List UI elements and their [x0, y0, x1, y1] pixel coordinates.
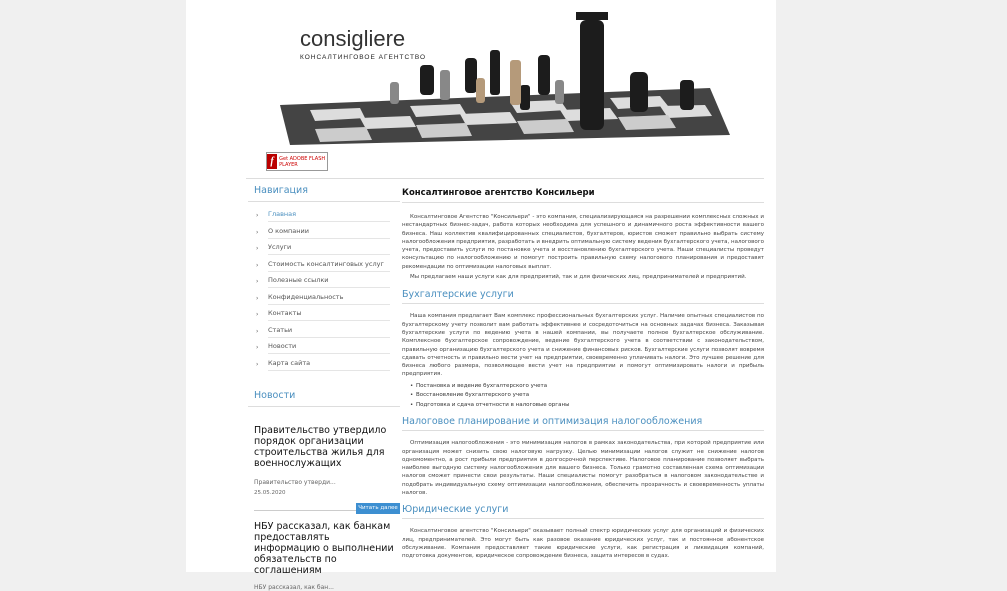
header — [186, 0, 776, 178]
nav-item[interactable] — [248, 291, 400, 308]
chevron-right-icon: › — [256, 360, 259, 368]
news-snippet: НБУ рассказал, как бан... — [254, 584, 334, 591]
section-divider — [402, 518, 764, 519]
section-heading-accounting: Бухгалтерские услуги — [402, 289, 514, 301]
section-divider — [402, 303, 764, 304]
nav-item-divider — [268, 221, 390, 222]
logo-tagline: КОНСАЛТИНГОВОЕ АГЕНТСТВО — [300, 54, 427, 61]
nav-item[interactable] — [248, 324, 400, 341]
section-heading-legal: Юридические услуги — [402, 504, 509, 516]
news-date: 25.05.2020 — [254, 490, 286, 496]
navigation-menu — [248, 208, 400, 373]
nav-item[interactable] — [248, 274, 400, 291]
nav-item-label: Контакты — [268, 309, 302, 317]
section-heading-tax: Налоговое планирование и оптимизация налогообложения — [402, 416, 703, 428]
title-divider — [402, 202, 764, 203]
nav-item[interactable] — [248, 307, 400, 324]
intro-note: Мы предлагаем наши услуги как для предприятий, так и для физических лиц, предпринимателей и предприятий. — [410, 274, 747, 281]
chevron-right-icon: › — [256, 228, 259, 236]
accounting-services-list — [402, 382, 764, 411]
list-item: • Постановка и ведение бухгалтерского учета — [410, 382, 764, 392]
nav-item-label: Полезные ссылки — [268, 276, 329, 284]
nav-item-divider — [268, 304, 390, 305]
section-divider — [402, 430, 764, 431]
header-divider — [246, 178, 764, 179]
chevron-right-icon: › — [256, 327, 259, 335]
nav-item-label: Главная — [268, 210, 297, 218]
nav-item-label: Карта сайта — [268, 358, 311, 367]
main-content — [402, 186, 764, 561]
chevron-right-icon: › — [256, 261, 259, 269]
page-title: Консалтинговое агентство Консильери — [402, 188, 595, 198]
nav-item[interactable] — [248, 208, 400, 225]
list-item: • Восстановление бухгалтерского учета — [410, 391, 764, 401]
chevron-right-icon: › — [256, 311, 259, 318]
flash-badge-text: Get ADOBE FLASH PLAYER — [279, 155, 326, 168]
chevron-right-icon: › — [256, 278, 259, 285]
news-title-link[interactable]: Правительство утвердило порядок организации строительства жилья для военнослужащих — [254, 425, 387, 469]
navigation-heading: Навигация — [248, 180, 400, 202]
section-text-legal: Консалтинговое агентство "Консильери" оказывает полный спектр юридических услуг для организаций и физических лиц, предпринимателей. Это могут быть как разовое оказание юридических услуг, так и постоянное абонентское обслуживание. Компания предоставляет такие юридические услуги, как регистрация и ликвидация компаний, подготовка документов, юридическое сопровождение бизнеса, защита интересов в судах. — [402, 528, 764, 560]
intro-paragraph: Консалтинговое Агентство "Консильери" - это компания, специализирующаяся на разрешении комплексных сложных и нестандартных бизнес-задач, работа которых необходима для успешного и динамичного роста эффективности вашего бизнеса. Наш коллектив квалифицированных специалистов, бухгалтеров, юристов сможет правильно выбрать систему налогообложения предприятия, разработать и внедрить оптимальную систему ведения бухгалтерского учета, налогового учета, предоставить услуги по постановке учета и восстановлению бухгалтерского учета. Наши специалисты проведут консультацию по налогообложению и помогут построить правильную схему налогового планирования и предоставят рекомендации по оптимизации налоговых выплат. — [402, 214, 764, 270]
nav-item-label: Статьи — [268, 325, 293, 334]
news-item — [248, 425, 400, 511]
nav-item-label: Конфиденциальность — [268, 292, 344, 301]
sidebar — [248, 180, 400, 591]
nav-item-label: Услуги — [268, 243, 292, 251]
nav-item[interactable] — [248, 225, 400, 242]
section-text-accounting: Наша компания предлагает Вам комплекс профессиональных бухгалтерских услуг. Наличие опытных специалистов по бухгалтерскому учету позволит вам работать эффективнее и сосредоточиться на основных задачах бизнеса. Заказывая бухгалтерские услуги по ведению учета в нашей компании, вы получаете полное бухгалтерское обслуживание. Комплексное бухгалтерское сопровождение, ведение бухгалтерского учета в соответствии с законодательством, правильную организацию бухгалтерского учета и снижение финансовых рисков. Бухгалтерские услуги позволят вовремя сдавать отчетность и правильно вести учет на предприятии, своевременно уплачивать налоги. Это лучшее решение для бизнеса любого размера, позволяющее вести учет на предприятии и помогут оптимизировать налоги и прибыль предприятия. — [402, 313, 764, 378]
nav-item-label: Стоимость консалтинговых услуг — [268, 259, 384, 268]
chevron-right-icon: › — [256, 245, 259, 252]
nav-item[interactable] — [248, 241, 400, 258]
chevron-right-icon: › — [256, 344, 259, 351]
nav-item[interactable] — [248, 357, 400, 374]
nav-item-divider — [268, 254, 390, 255]
nav-item-label: Новости — [268, 342, 297, 350]
flash-player-badge[interactable] — [266, 152, 328, 171]
nav-item-divider — [268, 353, 390, 354]
logo-wordmark: consigliere — [300, 26, 406, 51]
chevron-right-icon: › — [256, 212, 259, 219]
news-snippet: Правительство утверди... — [254, 479, 336, 486]
news-title-link[interactable]: НБУ рассказал, как банкам предоставлять информацию о выполнении обязательств по соглашениям — [254, 521, 394, 576]
page — [186, 0, 776, 591]
nav-item-divider — [268, 370, 390, 371]
nav-item-divider — [268, 271, 390, 272]
nav-item-divider — [268, 337, 390, 338]
flash-icon: f — [267, 154, 277, 169]
news-item — [248, 521, 400, 591]
news-heading: Новости — [248, 385, 400, 407]
chevron-right-icon: › — [256, 294, 259, 302]
nav-item-divider — [268, 238, 390, 239]
section-text-tax: Оптимизация налогообложения - это минимизация налогов в рамках законодательства, при которой предприятие или организация может снизить свою налоговую нагрузку. Целью минимизации налогов служит не снижение налогов одномоментно, а рост прибыли предприятия в долгосрочной перспективе. Налоговое планирование позволяет выбрать наиболее выгодную систему налогообложения для вашего бизнеса. Только грамотно составленная схема оптимизации налогов сможет принести свои результаты. Наши специалисты помогут разобраться в налоговом законодательстве и подобрать индивидуальную схему оптимизации налогообложения, обеспечить прозрачность и своевременность уплаты налогов. — [402, 440, 764, 497]
nav-item-label: О компании — [268, 226, 309, 235]
list-item: • Подготовка и сдача отчетности в налоговые органы — [410, 401, 764, 411]
read-more-button[interactable]: Читать далее — [356, 503, 400, 514]
nav-item[interactable] — [248, 258, 400, 275]
company-logo[interactable] — [300, 26, 426, 61]
nav-item-divider — [268, 287, 390, 288]
nav-item-divider — [268, 320, 390, 321]
nav-item[interactable] — [248, 340, 400, 357]
